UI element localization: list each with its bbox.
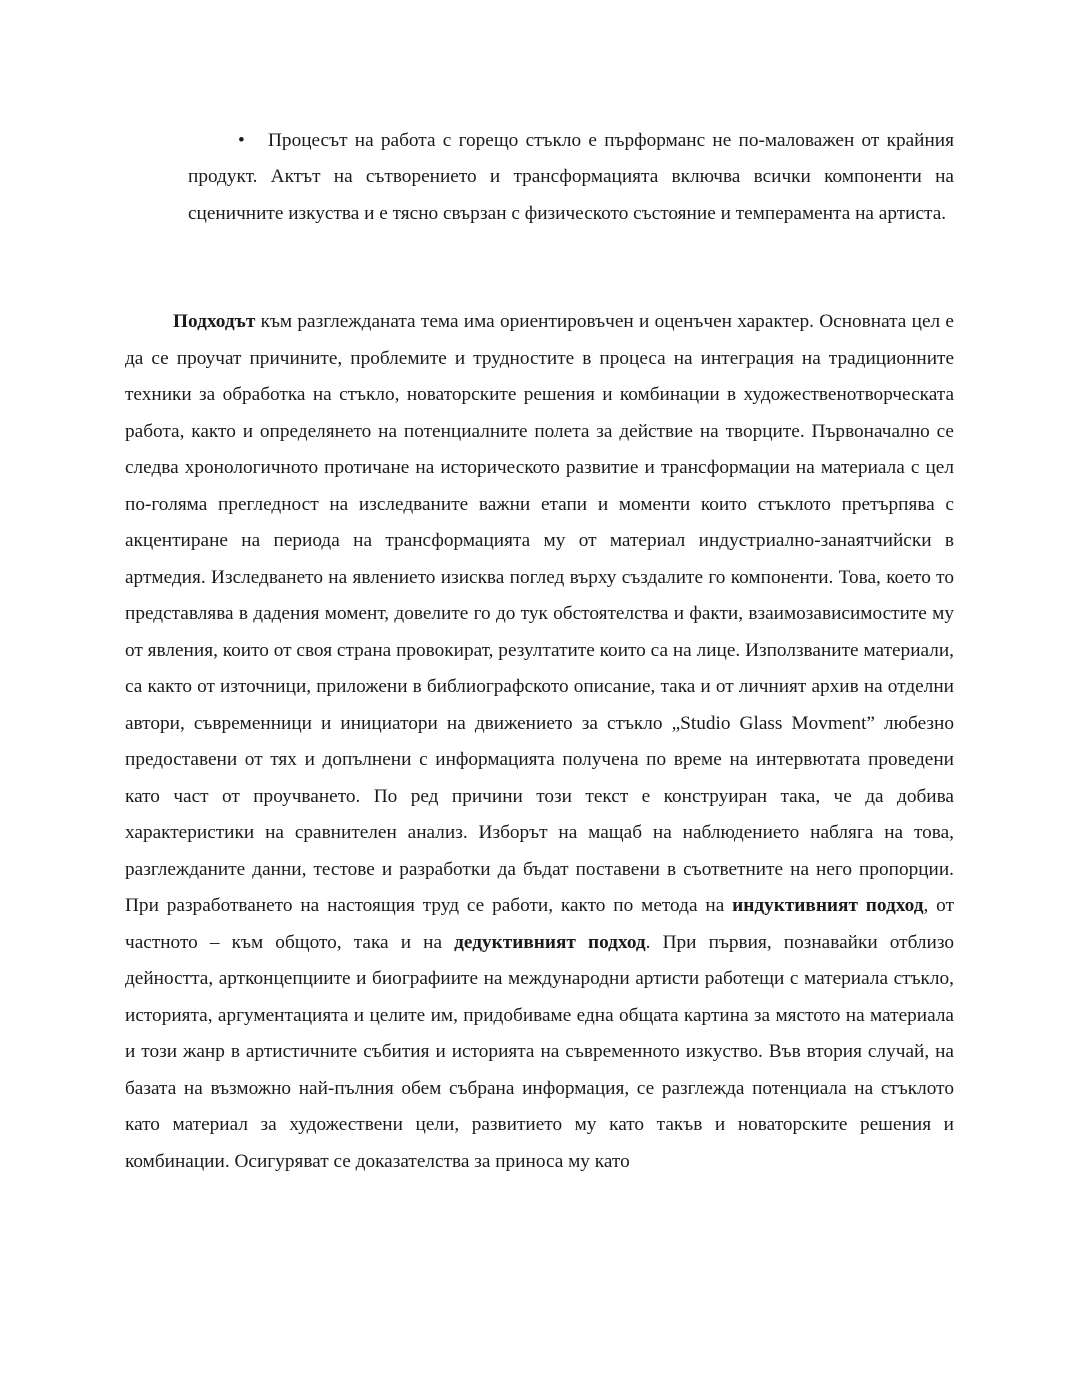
body-section [125,304,954,1180]
paragraph-text-part-2: , от частното – към общото, така и на [125,895,954,953]
bullet-marker: • [238,130,245,151]
paragraph-text-part-3: . При първия, познавайки отблизо дейността, артконцепциите и биографиите на международни артисти работещи с материала стъкло, историята, аргументацията и целите им, придобиваме една общата картина за мястото на материала и този жанр в артистичните събития и историята на съвременното изкуство. Във втория случай, на базата на възможно най-пълния обем събрана информация, се разглежда потенциала на стъклото като материал за художествени цели, развитието му като такъв и новаторските решения и комбинации. Осигуряват се доказателства за приноса му като [125,931,954,1172]
bullet-list [188,123,954,232]
body-paragraph [125,304,954,1180]
paragraph-text-part-1: към разглежданата тема има ориентировъчен и оценъчен характер. Основната цел е да се проучат причините, проблемите и трудностите в процеса на интеграция на традиционните техники за обработка на стъкло, новаторските решения и комбинации в художественотворческата работа, както и определянето на потенциалните полета за действие на творците. Първоначално се следва хронологичното протичане на историческото развитие и трансформации на материала с цел по-голяма прегледност на изследваните важни етапи и моменти които стъклото претърпява с акцентиране на периода на трансформацията му от материал индустриално-занаятчийски в артмедия. Изследването на явлението изисква поглед върху създалите го компоненти. Това, което то представлява в дадения момент, довелите го до тук обстоятелства и факти, взаимозависимостите му от явления, които от своя страна провокират, резултатите които са на лице. Използваните материали, са както от източници, приложени в библиографското описание, така и от личният архив на отделни автори, съвременници и инициатори на движението за стъкло „Studio Glass Movment” любезно предоставени от тях и допълнени с информацията получена по време на интервютата проведени като част от проучването. По ред причини този текст е конструиран така, че да добива характеристики на сравнителен анализ. Изборът на мащаб на наблюдението набляга на това, разглежданите данни, тестове и разработки да бъдат поставени в съответните на него пропорции. При разработването на настоящия труд се работи, както по метода на [125,311,954,916]
bullet-item-text: Процесът на работа с горещо стъкло е пърформанс не по-маловажен от крайния продукт. Актът на сътворението и трансформацията включва всички компоненти на сценичните изкуства и е тясно свързан с физическото състояние и темперамента на артиста. [188,130,954,224]
bold-term-approach: Подходът [173,311,256,332]
bold-term-inductive: индуктивният подход [732,895,924,916]
bullet-item [188,123,954,232]
bold-term-deductive: дедуктивният подход [454,931,646,953]
